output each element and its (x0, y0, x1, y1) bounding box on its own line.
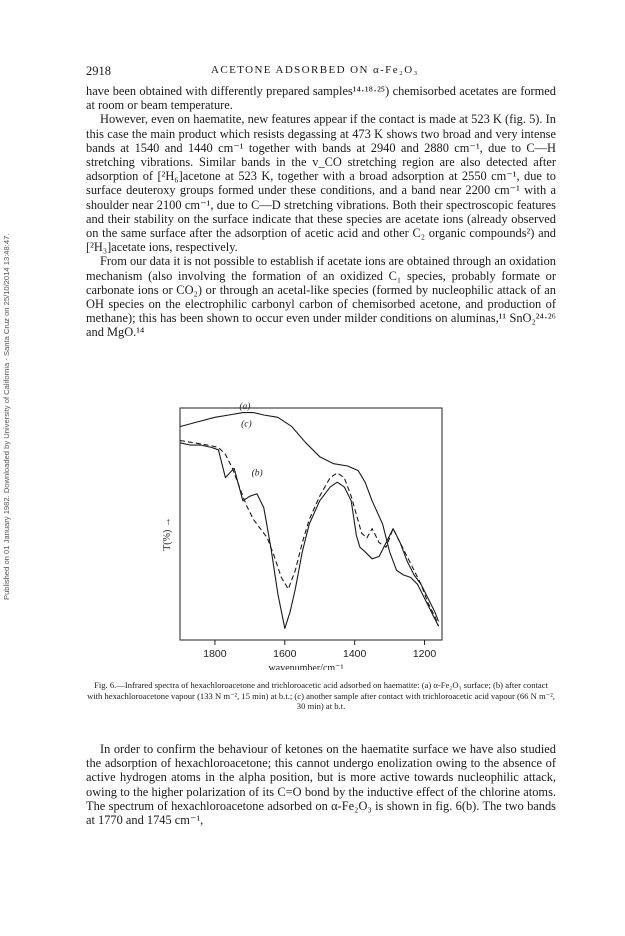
x-tick-label: 1600 (273, 648, 297, 660)
running-title: ACETONE ADSORBED ON α-Fe₂O₃ (211, 64, 419, 76)
series-line-c (180, 441, 439, 627)
plot-frame (180, 408, 442, 640)
paragraph: However, even on haematite, new features appear if the contact is made at 523 K (fig. 5). In this case the main product which resists degassing at 473 K shows two broad and very intense bands at 1540 and 1440 cm⁻¹ together with bands at 2940 and 2880 cm⁻¹, due to C—H stretching vibrations. Similar bands in the v_CO stretching region are also detected after adsorption of [²H₆]acetone at 523 K, together with a broad adsorption at 2550 cm⁻¹, due to surface deuteroxy groups formed under these conditions, and a band near 2200 cm⁻¹ with a shoulder near 2100 cm⁻¹, due to C—D stretching vibrations. Both their spectroscopic features and their stability on the surface indicate that these species are acetate ions (already observed on the same surface after the adsorption of acetic acid and other C₂ organic compounds²) and [²H₃]acetate ions, respectively. (86, 112, 556, 255)
body-text-top (86, 84, 556, 340)
y-axis-label: T(%) → (162, 517, 173, 551)
paragraph: In order to confirm the behaviour of ketones on the haematite surface we have also studied the adsorption of hexachloroacetone; this cannot undergo enolization owing to the absence of active hydrogen atoms in the alpha position, but is more active towards nucleophilic attack, owing to the higher polarization of its C=O bond by the inductive effect of the chlorine atoms. The spectrum of hexachloroacetone adsorbed on α-Fe₂O₃ is shown in fig. 6(b). The two bands at 1770 and 1745 cm⁻¹, (86, 742, 556, 828)
page-header (86, 62, 546, 80)
figure-caption: Fig. 6.—Infrared spectra of hexachloroacetone and trichloroacetic acid adsorbed on haematite: (a) α-Fe₂O₃ surface; (b) after contact with hexachloroacetone vapour (133 N m⁻², 15 min) at b.t.; (c) another sample after contact with trichloroacetic acid vapour (66 N m⁻², 30 min) at b.t. (87, 680, 555, 711)
ir-spectrum-chart (150, 390, 470, 670)
x-tick-label: 1200 (412, 648, 437, 660)
paragraph: From our data it is not possible to establish if acetate ions are obtained through an oxidation mechanism (also involving the formation of an oxidized C₁ species, probably formate or carbonate ions or CO₂) or through an acetal-like species (formed by nucleophilic attack of an OH species on the electrophilic carbonyl carbon of chemisorbed acetone, and production of methane); this has been shown to occur even under milder conditions on aluminas,¹¹ SnO₂²⁴·²⁶ and MgO.¹⁴ (86, 254, 556, 340)
curve-label: (b) (251, 468, 263, 479)
page-number: 2918 (86, 64, 111, 78)
paragraph: have been obtained with differently prepared samples¹⁴·¹⁸·²⁵) chemisorbed acetates are formed at room or beam temperature. (86, 84, 556, 113)
x-axis-label: wavenumber/cm⁻¹ (268, 663, 344, 670)
x-tick-label: 1400 (342, 648, 367, 660)
body-text-bottom (86, 742, 556, 827)
curve-label: (a) (239, 402, 251, 413)
figure-6 (150, 390, 470, 670)
curve-label: (c) (241, 419, 252, 430)
series-line-a (180, 413, 439, 626)
x-tick-label: 1800 (203, 648, 227, 660)
series-line-b (180, 443, 439, 629)
download-notice: Published on 01 January 1982. Downloaded by University of California - Santa Cruz on 25/10/2014 13:48:47. (2, 233, 11, 600)
